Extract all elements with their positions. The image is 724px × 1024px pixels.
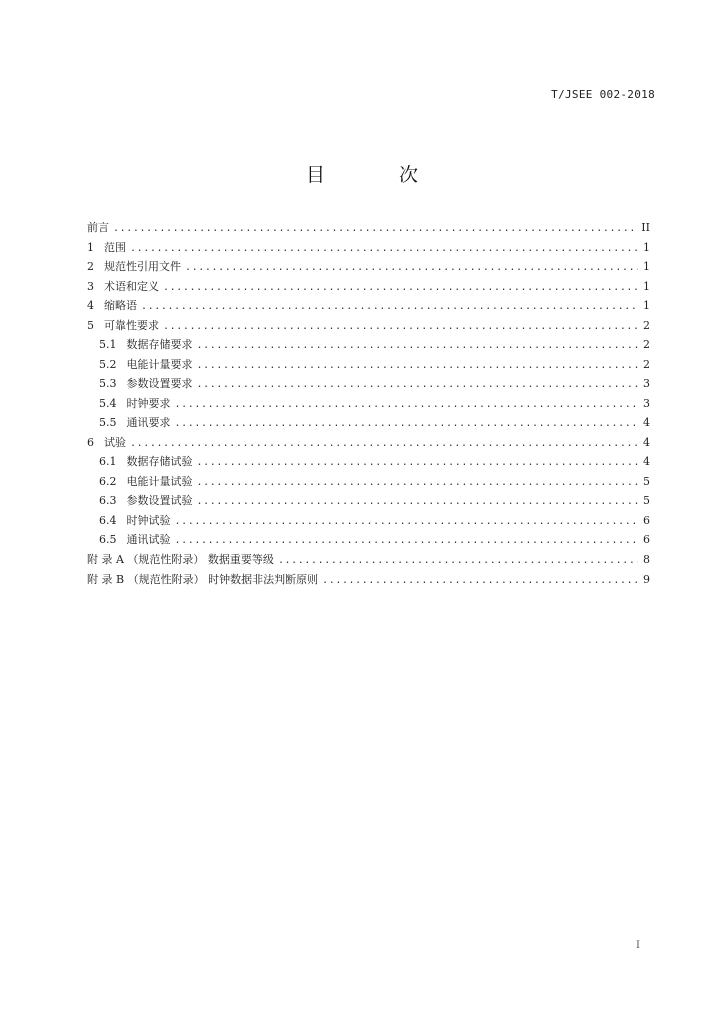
toc-entry-5[interactable] bbox=[87, 317, 650, 337]
toc-entry-text: 规范性引用文件 bbox=[104, 260, 181, 273]
toc-entry-text: 附 录 A （规范性附录） 数据重要等级 bbox=[87, 553, 274, 566]
toc-page-number: 2 bbox=[643, 338, 650, 351]
toc-section-number: 6.3 bbox=[99, 494, 117, 507]
toc-leader-dots bbox=[175, 516, 639, 527]
toc-entry-5-4[interactable] bbox=[87, 395, 650, 415]
toc-leader-dots bbox=[175, 399, 639, 410]
toc-entry-foreword[interactable] bbox=[87, 219, 650, 239]
toc-section-number: 5.2 bbox=[99, 357, 117, 371]
toc-page-number: II bbox=[641, 221, 650, 234]
toc-leader-dots bbox=[197, 340, 639, 351]
toc-section-number: 3 bbox=[87, 279, 94, 293]
toc-entry-5-2[interactable] bbox=[87, 356, 650, 376]
toc-leader-dots bbox=[197, 477, 639, 488]
toc-page-number: 2 bbox=[643, 318, 650, 332]
toc-leader-dots bbox=[163, 321, 638, 332]
toc-entry-text: 术语和定义 bbox=[104, 279, 159, 293]
toc-section-number: 2 bbox=[87, 260, 94, 273]
table-of-contents bbox=[87, 219, 650, 590]
toc-leader-dots bbox=[130, 438, 638, 449]
toc-entry-5-1[interactable] bbox=[87, 336, 650, 356]
toc-entry-6-4[interactable] bbox=[87, 512, 650, 532]
toc-page-number: 9 bbox=[643, 572, 650, 586]
toc-entry-text: 时钟要求 bbox=[126, 396, 171, 410]
toc-entry-text: 附 录 B （规范性附录） 时钟数据非法判断原则 bbox=[87, 572, 319, 586]
toc-section-number: 6.2 bbox=[99, 474, 117, 488]
toc-page-number: 1 bbox=[643, 260, 650, 273]
toc-page-number: 2 bbox=[643, 357, 650, 371]
toc-entry-text: 参数设置试验 bbox=[126, 494, 193, 507]
toc-leader-dots bbox=[197, 496, 639, 507]
toc-entry-text: 缩略语 bbox=[104, 299, 137, 312]
toc-entry-appendix-a[interactable] bbox=[87, 551, 650, 571]
toc-entry-text: 参数设置要求 bbox=[126, 377, 193, 390]
toc-entry-3[interactable] bbox=[87, 278, 650, 298]
toc-page-number: 4 bbox=[643, 416, 650, 429]
toc-entry-text: 试验 bbox=[104, 435, 126, 449]
toc-leader-dots bbox=[113, 223, 637, 234]
toc-page-number: 1 bbox=[643, 279, 650, 293]
toc-leader-dots bbox=[322, 575, 638, 586]
toc-entry-text: 通讯要求 bbox=[126, 416, 171, 429]
toc-page-number: 8 bbox=[643, 553, 650, 566]
toc-page-number: 4 bbox=[643, 435, 650, 449]
toc-leader-dots bbox=[175, 418, 639, 429]
toc-entry-appendix-b[interactable] bbox=[87, 571, 650, 591]
toc-section-number: 6.4 bbox=[99, 513, 117, 527]
toc-entry-6[interactable] bbox=[87, 434, 650, 454]
page-title: 目 次 bbox=[305, 164, 453, 186]
toc-leader-dots bbox=[130, 243, 638, 254]
toc-page-number: 3 bbox=[643, 377, 650, 390]
toc-entry-6-3[interactable] bbox=[87, 492, 650, 512]
toc-entry-text: 电能计量试验 bbox=[126, 474, 193, 488]
toc-entry-text: 数据存储要求 bbox=[126, 338, 193, 351]
toc-leader-dots bbox=[185, 262, 638, 273]
toc-entry-6-1[interactable] bbox=[87, 453, 650, 473]
toc-page-number: 4 bbox=[643, 455, 650, 468]
toc-entry-6-2[interactable] bbox=[87, 473, 650, 493]
toc-leader-dots bbox=[163, 282, 638, 293]
toc-entry-2[interactable] bbox=[87, 258, 650, 278]
toc-leader-dots bbox=[278, 555, 638, 566]
document-code: T/JSEE 002-2018 bbox=[551, 88, 655, 101]
toc-page-number: 1 bbox=[643, 299, 650, 312]
toc-page-number: 5 bbox=[643, 474, 650, 488]
toc-page-number: 6 bbox=[643, 533, 650, 546]
toc-entry-6-5[interactable] bbox=[87, 531, 650, 551]
toc-leader-dots bbox=[141, 301, 638, 312]
toc-section-number: 5 bbox=[87, 318, 94, 332]
toc-entry-text: 时钟试验 bbox=[126, 513, 171, 527]
toc-entry-4[interactable] bbox=[87, 297, 650, 317]
toc-section-number: 5.1 bbox=[99, 338, 117, 351]
toc-page-number: 3 bbox=[643, 396, 650, 410]
toc-entry-1[interactable] bbox=[87, 239, 650, 259]
toc-section-number: 5.4 bbox=[99, 396, 117, 410]
toc-entry-text: 通讯试验 bbox=[126, 533, 171, 546]
toc-leader-dots bbox=[197, 379, 639, 390]
toc-section-number: 6 bbox=[87, 435, 94, 449]
toc-entry-text: 数据存储试验 bbox=[126, 455, 193, 468]
toc-section-number: 4 bbox=[87, 299, 94, 312]
toc-section-number: 5.3 bbox=[99, 377, 117, 390]
toc-entry-text: 可靠性要求 bbox=[104, 318, 159, 332]
page-number: I bbox=[636, 940, 640, 951]
toc-leader-dots bbox=[175, 535, 639, 546]
toc-entry-text: 电能计量要求 bbox=[126, 357, 193, 371]
toc-section-number: 6.5 bbox=[99, 533, 117, 546]
toc-section-number: 5.5 bbox=[99, 416, 117, 429]
toc-entry-5-3[interactable] bbox=[87, 375, 650, 395]
toc-entry-5-5[interactable] bbox=[87, 414, 650, 434]
toc-page-number: 5 bbox=[643, 494, 650, 507]
toc-section-number: 1 bbox=[87, 240, 94, 254]
toc-page-number: 6 bbox=[643, 513, 650, 527]
toc-entry-text: 范围 bbox=[104, 240, 126, 254]
toc-leader-dots bbox=[197, 457, 639, 468]
toc-section-number: 6.1 bbox=[99, 455, 117, 468]
toc-leader-dots bbox=[197, 360, 639, 371]
toc-entry-text: 前言 bbox=[87, 221, 109, 234]
toc-page-number: 1 bbox=[643, 240, 650, 254]
